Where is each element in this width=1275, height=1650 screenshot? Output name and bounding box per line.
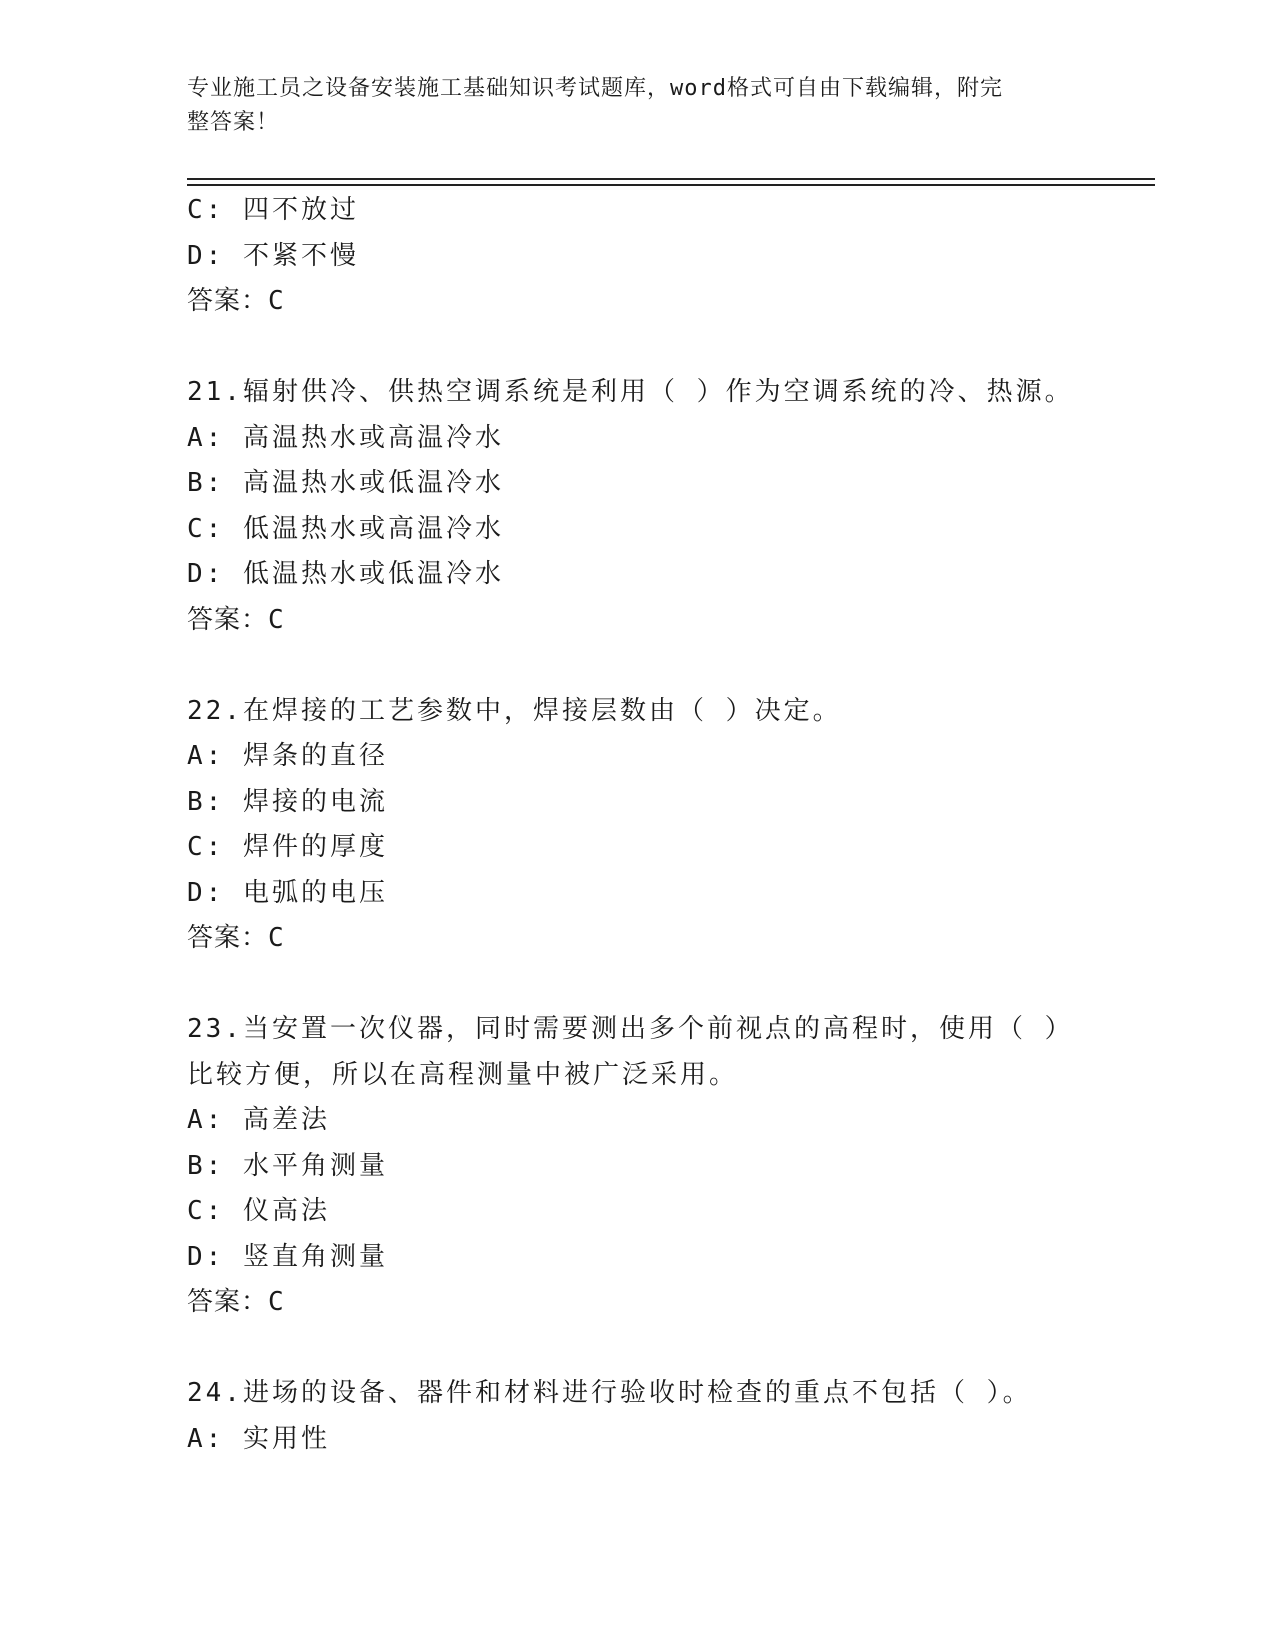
question-spacer	[187, 962, 1147, 1008]
answer-line: 答案：C	[187, 286, 285, 316]
option-c: C: 焊件的厚度	[187, 832, 388, 862]
option-b: B: 焊接的电流	[187, 786, 388, 817]
option-a: A: 高温热水或高温冷水	[187, 422, 504, 453]
option-b: B: 水平角测量	[187, 1150, 388, 1181]
option-d: D: 低温热水或低温冷水	[187, 559, 504, 589]
question-block-21	[187, 370, 1147, 643]
option-a: A: 高差法	[187, 1105, 330, 1135]
question-block-24	[187, 1371, 1147, 1462]
option-a: A: 实用性	[187, 1423, 330, 1454]
option-c: C: 低温热水或高温冷水	[187, 513, 504, 544]
option-d: D: 不紧不慢	[187, 240, 359, 271]
option-d: D: 竖直角测量	[187, 1241, 388, 1272]
answer-line: 答案：C	[187, 1287, 285, 1317]
option-c: C: 仪高法	[187, 1196, 330, 1226]
answer-line: 答案：C	[187, 604, 285, 635]
question-block-22	[187, 689, 1147, 962]
document-header	[187, 72, 1087, 140]
option-c: C: 四不放过	[187, 195, 359, 225]
option-d: D: 电弧的电压	[187, 877, 388, 908]
question-block-23	[187, 1007, 1147, 1326]
answer-line: 答案：C	[187, 923, 285, 953]
question-stem: 22.在焊接的工艺参数中，焊接层数由（ ）决定。	[187, 695, 842, 726]
question-spacer	[187, 1326, 1147, 1372]
option-b: B: 高温热水或低温冷水	[187, 468, 504, 498]
header-divider-top	[187, 178, 1155, 180]
header-line-1: 专业施工员之设备安装施工基础知识考试题库，word格式可自由下载编辑，附完	[187, 76, 1003, 101]
header-line-2: 整答案！	[187, 110, 280, 135]
question-stem: 23.当安置一次仪器，同时需要测出多个前视点的高程时，使用（ ）	[187, 1014, 1074, 1044]
question-spacer	[187, 643, 1147, 689]
question-spacer	[187, 325, 1147, 371]
question-stem: 21.辐射供冷、供热空调系统是利用（ ）作为空调系统的冷、热源。	[187, 377, 1074, 407]
question-list	[187, 188, 1147, 1462]
question-block-20-continued	[187, 188, 1147, 325]
question-stem: 24.进场的设备、器件和材料进行验收时检查的重点不包括（ ）。	[187, 1378, 1032, 1408]
option-a: A: 焊条的直径	[187, 741, 388, 771]
question-stem-continued: 比较方便，所以在高程测量中被广泛采用。	[187, 1059, 739, 1090]
header-divider-bottom	[187, 184, 1155, 186]
